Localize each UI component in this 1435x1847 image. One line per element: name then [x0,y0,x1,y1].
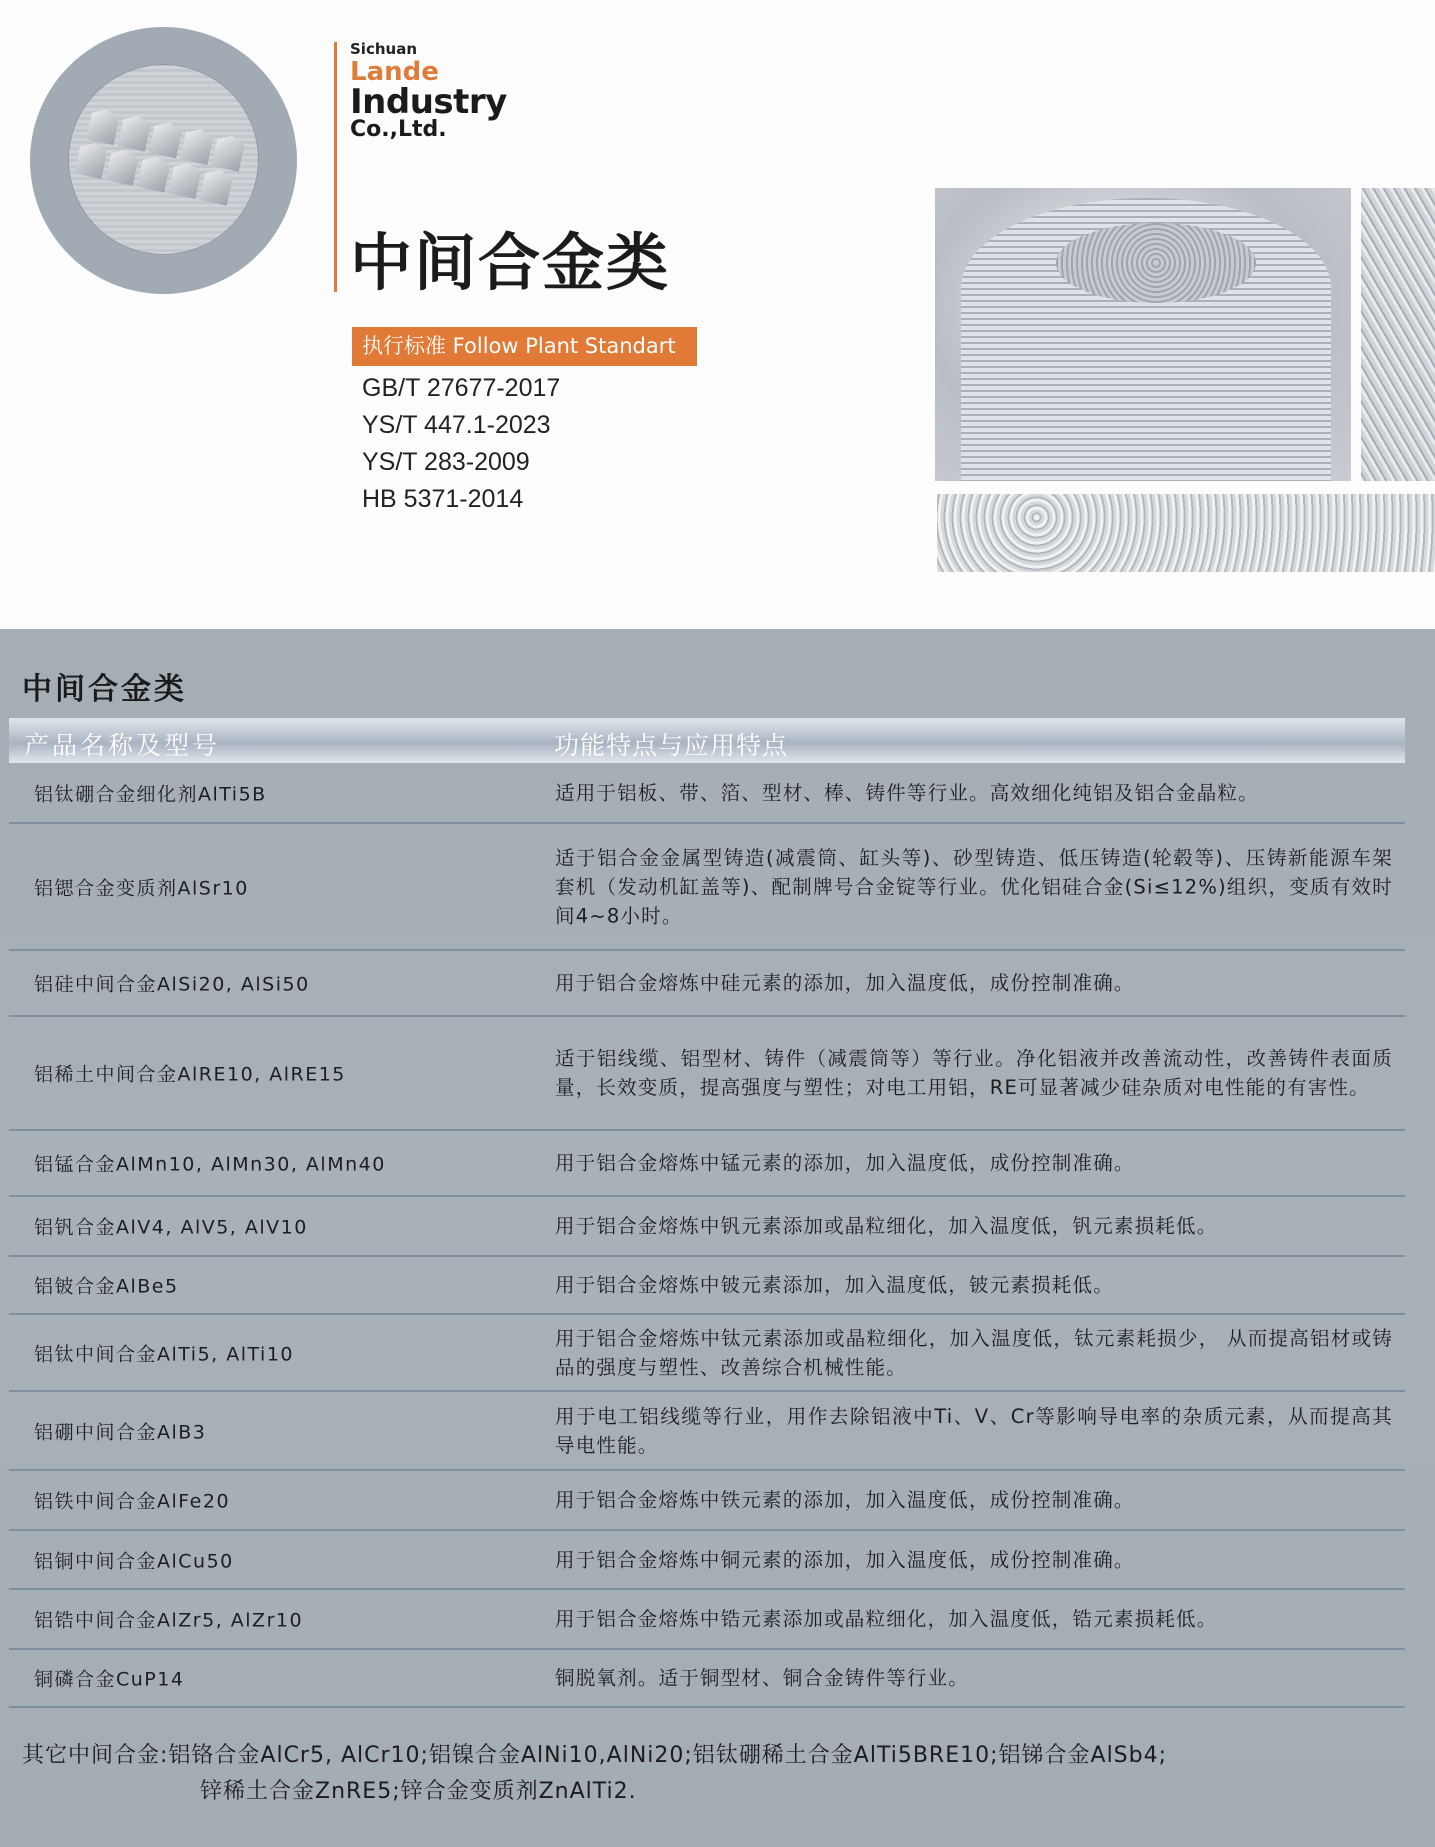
product-name: 铝稀土中间合金AlRE10, AlRE15 [34,1063,346,1086]
standard-item: YS/T 447.1-2023 [362,411,551,439]
section-title: 中间合金类 [22,672,187,707]
product-name: 铝锰合金AlMn10, AlMn30, AlMn40 [34,1153,386,1176]
product-desc: 用于铝合金熔炼中锆元素添加或晶粒细化，加入温度低，锆元素损耗低。 [555,1607,1218,1631]
ingot-photo [68,64,259,255]
product-desc: 用于铝合金熔炼中铜元素的添加，加入温度低，成份控制准确。 [555,1548,1135,1571]
table-row [9,1531,1405,1590]
table-row [9,1257,1405,1315]
header-product-name: 产品名称及型号 [24,731,221,760]
other-alloys-note [22,1738,1167,1810]
table-row [9,1315,1405,1392]
product-desc: 用于电工铝线缆等行业，用作去除铝液中Ti、V、Cr等影响导电率的杂质元素，从而提高其导电性能。 [555,1404,1393,1457]
table-row [9,1392,1405,1471]
product-desc: 用于铝合金熔炼中钒元素添加或晶粒细化，加入温度低，钒元素损耗低。 [555,1214,1218,1238]
table-row [9,1471,1405,1531]
product-desc: 适于铝合金金属型铸造(减震筒、缸头等)、砂型铸造、低压铸造(轮毂等)、压铸新能源车架套机（发动机缸盖等)、配制牌号合金锭等行业。优化铝硅合金(Si≤12%)组织，变质有效时间4~8小时。 [555,846,1393,927]
brand-divider [334,42,337,292]
coil-shape [961,198,1331,481]
product-desc: 铜脱氧剂。适于铜型材、铜合金铸件等行业。 [555,1666,970,1690]
wire-coil-photo [935,188,1351,481]
table-header [9,718,1405,763]
standard-item: HB 5371-2014 [362,485,524,513]
table-row [9,1650,1405,1708]
product-name: 铝钛中间合金AlTi5, AlTi10 [34,1343,294,1365]
other-alloys-line-1: 其它中间合金:铝铬合金AlCr5, AlCr10;铝镍合金AlNi10,AlNi20;铝钛硼稀土合金AlTi5BRE10;铝锑合金AlSb4; [22,1743,1168,1768]
product-name: 铝锶合金变质剂AlSr10 [34,877,249,899]
metal-texture-photo [937,494,1435,572]
product-desc: 用于铝合金熔炼中硅元素的添加，加入温度低，成份控制准确。 [555,971,1135,995]
standards-list [362,370,560,518]
brand-line-1: Sichuan [350,40,417,58]
standard-item: YS/T 283-2009 [362,448,530,476]
product-name: 铝铍合金AlBe5 [34,1275,179,1298]
product-desc: 用于铝合金熔炼中钛元素添加或晶粒细化，加入温度低，钛元素耗损少， 从而提高铝材或铸品的强度与塑性、改善综合机械性能。 [555,1326,1393,1379]
product-name: 铝硼中间合金AlB3 [34,1421,207,1443]
table-row [9,763,1405,824]
product-desc: 适于铝线缆、铝型材、铸件（减震筒等）等行业。净化铝液并改善流动性，改善铸件表面质量，长效变质，提高强度与塑性；对电工用铝，RE可显著减少硅杂质对电性能的有害性。 [555,1047,1393,1099]
table-row [9,1131,1405,1197]
table-row [9,1590,1405,1650]
brand-line-3: Industry [350,82,507,122]
product-desc: 用于铝合金熔炼中铁元素的添加，加入温度低，成份控制准确。 [555,1488,1135,1512]
other-alloys-line-2: 锌稀土合金ZnRE5;锌合金变质剂ZnAlTi2. [200,1779,637,1804]
page-title: 中间合金类 [350,226,671,299]
product-desc: 适用于铝板、带、箔、型材、棒、铸件等行业。高效细化纯铝及铝合金晶粒。 [555,781,1259,804]
company-logo [350,42,507,141]
table-row [9,1197,1405,1257]
product-desc: 用于铝合金熔炼中锰元素的添加，加入温度低，成份控制准确。 [555,1151,1135,1175]
standard-item: GB/T 27677-2017 [362,374,561,402]
brand-line-4: Co.,Ltd. [350,117,447,142]
product-name: 铝铜中间合金AlCu50 [34,1550,234,1572]
product-name: 铜磷合金CuP14 [34,1668,185,1691]
wire-rod-photo [1361,188,1435,481]
table-row [9,951,1405,1017]
product-name: 铝铁中间合金AlFe20 [34,1490,231,1513]
header-area [0,0,1435,629]
product-desc: 用于铝合金熔炼中铍元素添加，加入温度低，铍元素损耗低。 [555,1273,1114,1297]
table-row [9,1017,1405,1131]
table-row [9,824,1405,951]
product-name: 铝锆中间合金AlZr5, AlZr10 [34,1609,304,1632]
product-ingot-image [30,27,297,294]
product-name: 铝硅中间合金AlSi20, AlSi50 [34,973,310,996]
standard-badge: 执行标准 Follow Plant Standart [352,327,697,366]
product-name: 铝钛硼合金细化剂AlTi5B [34,783,267,805]
product-name: 铝钒合金AlV4, AlV5, AlV10 [34,1216,308,1239]
brand-line-2: Lande [350,57,439,87]
header-features: 功能特点与应用特点 [554,731,789,760]
